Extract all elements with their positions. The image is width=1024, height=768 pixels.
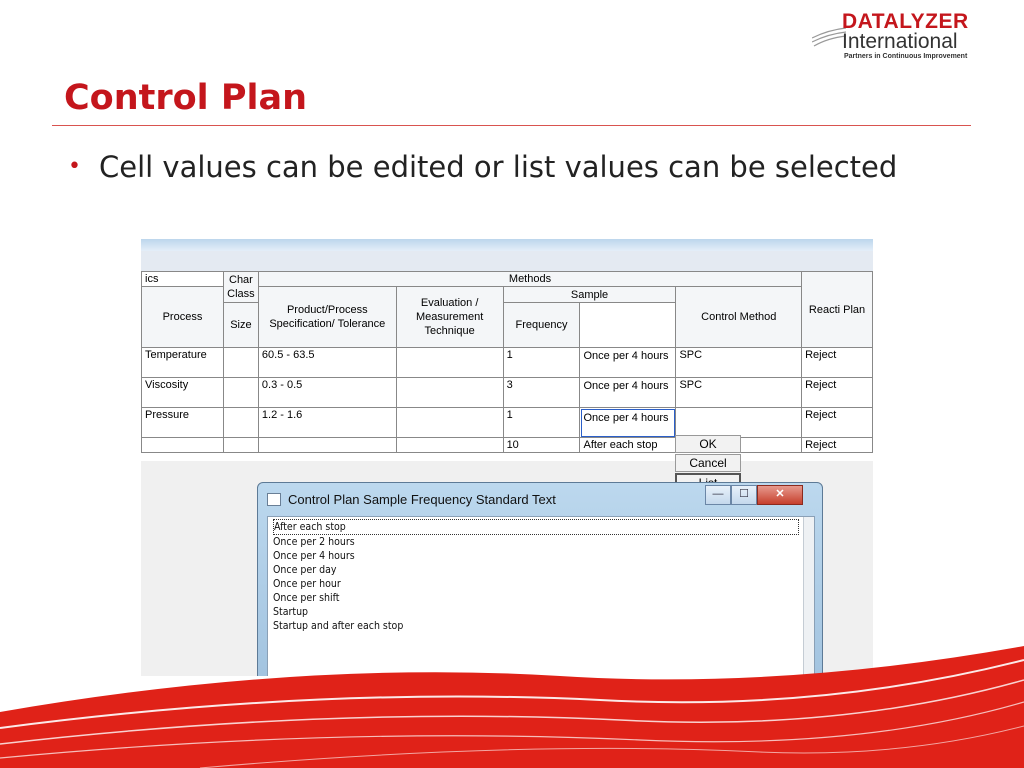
table-row <box>142 378 873 408</box>
cell-frequency[interactable]: After each stop <box>580 438 676 453</box>
cell-eval[interactable] <box>396 348 503 378</box>
header-reaction-plan: Reacti Plan <box>802 272 873 348</box>
list-item[interactable]: Startup <box>273 606 309 618</box>
cell-size[interactable]: 1 <box>503 348 580 378</box>
close-button[interactable] <box>757 485 803 505</box>
cell-char-class[interactable] <box>223 378 258 408</box>
cell-spec[interactable]: 0.3 - 0.5 <box>258 378 396 408</box>
cell-spec[interactable]: 1.2 - 1.6 <box>258 408 396 438</box>
bullet-item <box>68 150 897 184</box>
header-char-class: Char Class <box>223 272 258 303</box>
cell-control[interactable]: SPC <box>676 348 802 378</box>
logo-swoosh-icon <box>812 24 846 50</box>
cell-eval[interactable] <box>396 438 503 453</box>
header-size: Size <box>223 303 258 348</box>
list-item[interactable]: Once per 2 hours <box>273 536 355 548</box>
cell-size[interactable]: 3 <box>503 378 580 408</box>
window-top-bar <box>141 239 873 251</box>
close-icon: ✕ <box>775 488 785 500</box>
cell-reaction[interactable]: Reject <box>802 408 873 438</box>
minimize-button[interactable] <box>705 485 731 505</box>
cell-process[interactable] <box>142 438 224 453</box>
maximize-button[interactable] <box>731 485 757 505</box>
cell-reaction[interactable]: Reject <box>802 378 873 408</box>
title-divider <box>52 125 971 126</box>
list-item[interactable]: After each stop <box>273 519 799 535</box>
window-app-icon <box>267 493 281 506</box>
screenshot-panel <box>141 239 873 676</box>
cell-control[interactable]: SPC <box>676 378 802 408</box>
group-header-sample: Sample <box>503 287 676 303</box>
cell-char-class[interactable] <box>223 438 258 453</box>
minimize-icon: — <box>712 488 724 500</box>
header-control-method: Control Method <box>676 287 802 348</box>
header-spec: Product/Process Specification/ Tolerance <box>258 287 396 348</box>
cell-eval[interactable] <box>396 378 503 408</box>
logo-line1: DATALYZER <box>842 10 969 33</box>
cell-char-class[interactable] <box>223 348 258 378</box>
cell-frequency[interactable]: Once per 4 hours <box>580 378 676 408</box>
cell-frequency-editing[interactable]: Once per 4 hours <box>580 408 676 438</box>
list-item[interactable]: Once per hour <box>273 578 341 590</box>
cell-control[interactable] <box>676 408 802 438</box>
cancel-button[interactable]: Cancel <box>675 454 741 472</box>
cell-eval[interactable] <box>396 408 503 438</box>
cell-char-class[interactable] <box>223 408 258 438</box>
cell-process[interactable]: Pressure <box>142 408 224 438</box>
list-item[interactable]: Startup and after each stop <box>273 620 404 632</box>
cell-spec[interactable] <box>258 438 396 453</box>
table-row <box>142 408 873 438</box>
list-item[interactable]: Once per day <box>273 564 337 576</box>
cell-spec[interactable]: 60.5 - 63.5 <box>258 348 396 378</box>
cell-size[interactable]: 10 <box>503 438 580 453</box>
bullet-text: Cell values can be edited or list values can be selected <box>98 150 898 184</box>
bullet-dot-icon: • <box>68 154 81 179</box>
dialog-title: Control Plan Sample Frequency Standard Text <box>288 492 556 507</box>
window-toolbar <box>141 251 873 272</box>
footer-swoosh <box>0 640 1024 768</box>
header-process: Process <box>142 287 224 348</box>
maximize-icon: ☐ <box>739 488 749 500</box>
control-plan-grid <box>141 271 873 470</box>
logo-line2: International <box>842 30 958 53</box>
datalyzer-logo <box>812 6 982 66</box>
list-item[interactable]: Once per 4 hours <box>273 550 355 562</box>
ok-button[interactable]: OK <box>675 435 741 453</box>
cell-process[interactable]: Temperature <box>142 348 224 378</box>
cell-process[interactable]: Viscosity <box>142 378 224 408</box>
cell-frequency[interactable]: Once per 4 hours <box>580 348 676 378</box>
logo-tagline: Partners in Continuous Improvement <box>844 53 968 60</box>
header-frequency: Frequency <box>503 303 580 348</box>
cell-reaction[interactable]: Reject <box>802 438 873 453</box>
cell-reaction[interactable]: Reject <box>802 348 873 378</box>
cell-size[interactable]: 1 <box>503 408 580 438</box>
list-item[interactable]: Once per shift <box>273 592 340 604</box>
slide-title: Control Plan <box>64 78 308 118</box>
group-header-methods: Methods <box>258 272 801 287</box>
header-eval: Evaluation / Measurement Technique <box>396 287 503 348</box>
table-row <box>142 438 873 453</box>
group-header-left: ics <box>142 272 224 287</box>
table-row <box>142 348 873 378</box>
